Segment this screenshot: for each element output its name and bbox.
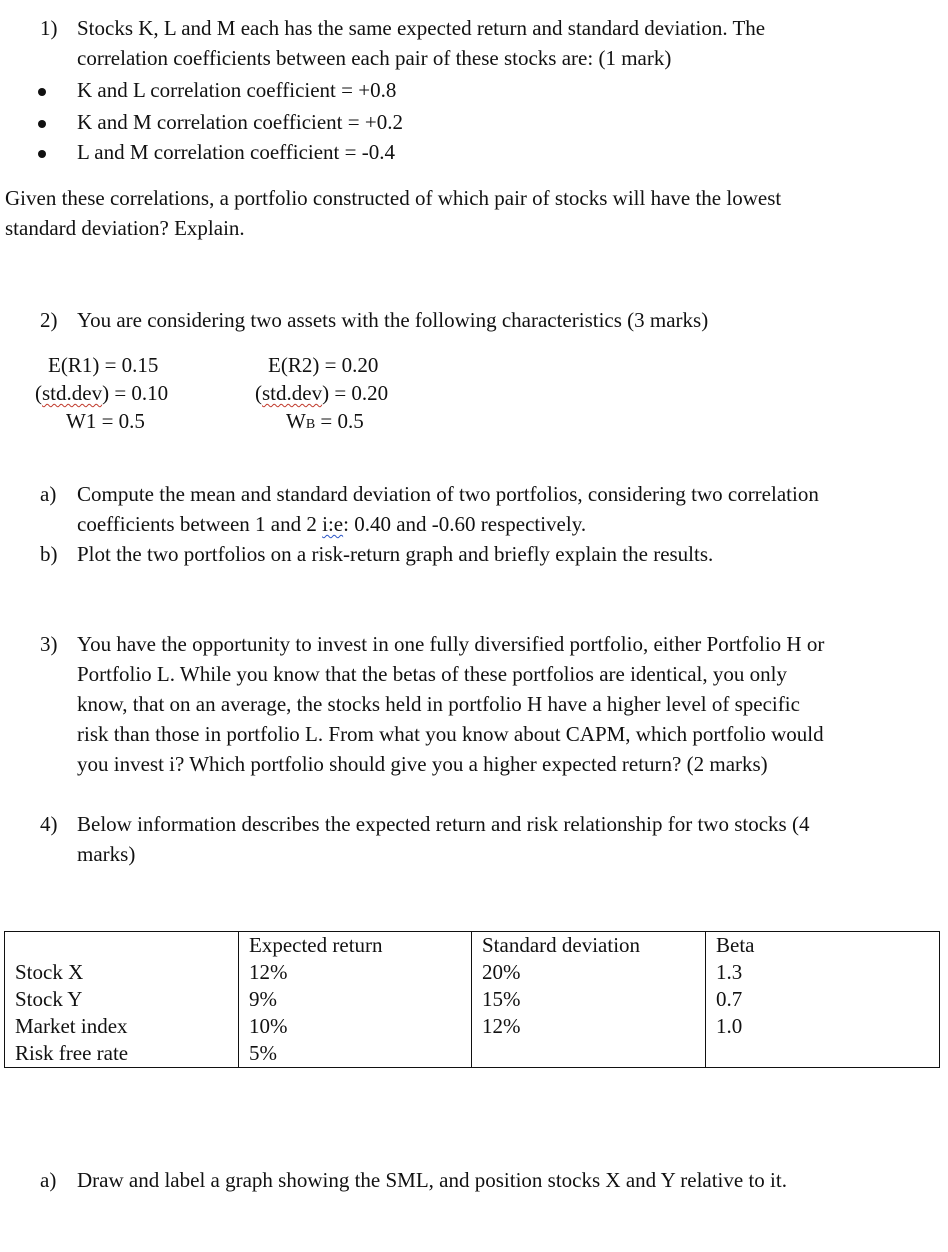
table-row <box>5 959 940 986</box>
table-header-cell <box>5 932 239 960</box>
question-4a-line: Draw and label a graph showing the SML, and position stocks X and Y relative to it. <box>77 1168 787 1192</box>
table-cell: 15% <box>472 986 706 1013</box>
question-2a-label: a) <box>40 482 57 506</box>
table-header-cell: Beta <box>706 932 940 960</box>
table-cell: Stock X <box>5 959 239 986</box>
asset-2-std-dev: (std.dev) = 0.20 <box>255 381 389 405</box>
table-header-cell: Expected return <box>239 932 472 960</box>
question-2a-line-1: Compute the mean and standard deviation of two portfolios, considering two correlation <box>77 482 819 506</box>
bullet-item-kl: K and L correlation coefficient = +0.8 <box>77 78 397 102</box>
asset-2-weight: WB = 0.5 <box>286 409 364 433</box>
question-2b-line: Plot the two portfolios on a risk-return graph and briefly explain the results. <box>77 542 714 566</box>
question-1-number: 1) <box>40 16 58 40</box>
bullet-item-lm: L and M correlation coefficient = -0.4 <box>77 140 395 164</box>
bullet-icon <box>38 88 46 96</box>
table-cell: 1.3 <box>706 959 940 986</box>
question-4-number: 4) <box>40 812 58 836</box>
table-cell: 0.7 <box>706 986 940 1013</box>
question-2a-line-2: coefficients between 1 and 2 i:e: 0.40 and -0.60 respectively. <box>77 512 587 536</box>
table-cell: 9% <box>239 986 472 1013</box>
question-1-text-line-1: Stocks K, L and M each has the same expected return and standard deviation. The <box>77 16 766 40</box>
question-3-line-5: you invest i? Which portfolio should give you a higher expected return? (2 marks) <box>77 752 768 776</box>
stock-data-table <box>4 931 940 1068</box>
asset-2-expected-return: E(R2) = 0.20 <box>268 353 379 377</box>
question-4-line-2: marks) <box>77 842 136 866</box>
question-4-line-1: Below information describes the expected return and risk relationship for two stocks (4 <box>77 812 810 836</box>
table-row <box>5 986 940 1013</box>
table-cell: 1.0 <box>706 1013 940 1040</box>
table-row <box>5 1040 940 1068</box>
table-row <box>5 1013 940 1040</box>
table-cell <box>472 1040 706 1068</box>
question-2-intro: You are considering two assets with the following characteristics (3 marks) <box>77 308 709 332</box>
question-2-number: 2) <box>40 308 58 332</box>
question-3-line-3: know, that on an average, the stocks held in portfolio H have a higher level of specific <box>77 692 800 716</box>
question-4a-label: a) <box>40 1168 57 1192</box>
asset-1-std-dev: (std.dev) = 0.10 <box>35 381 169 405</box>
table-cell: 5% <box>239 1040 472 1068</box>
table-cell: Stock Y <box>5 986 239 1013</box>
question-2b-label: b) <box>40 542 58 566</box>
question-3-number: 3) <box>40 632 58 656</box>
asset-1-expected-return: E(R1) = 0.15 <box>48 353 159 377</box>
question-1-prompt-line-2: standard deviation? Explain. <box>5 216 245 240</box>
question-3-line-1: You have the opportunity to invest in one fully diversified portfolio, either Portfolio H or <box>77 632 825 656</box>
table-header-row <box>5 932 940 960</box>
table-cell: 12% <box>472 1013 706 1040</box>
question-3-line-2: Portfolio L. While you know that the betas of these portfolios are identical, you only <box>77 662 787 686</box>
table-cell: 12% <box>239 959 472 986</box>
table-cell: 20% <box>472 959 706 986</box>
table-header-cell: Standard deviation <box>472 932 706 960</box>
bullet-item-km: K and M correlation coefficient = +0.2 <box>77 110 403 134</box>
asset-1-weight: W1 = 0.5 <box>66 409 145 433</box>
question-1-prompt-line-1: Given these correlations, a portfolio constructed of which pair of stocks will have the lowest <box>5 186 782 210</box>
question-3-line-4: risk than those in portfolio L. From what you know about CAPM, which portfolio would <box>77 722 824 746</box>
question-1-text-line-2: correlation coefficients between each pair of these stocks are: (1 mark) <box>77 46 672 70</box>
table-cell <box>706 1040 940 1068</box>
table-cell: 10% <box>239 1013 472 1040</box>
table-cell: Risk free rate <box>5 1040 239 1068</box>
bullet-icon <box>38 120 46 128</box>
table-cell: Market index <box>5 1013 239 1040</box>
bullet-icon <box>38 150 46 158</box>
